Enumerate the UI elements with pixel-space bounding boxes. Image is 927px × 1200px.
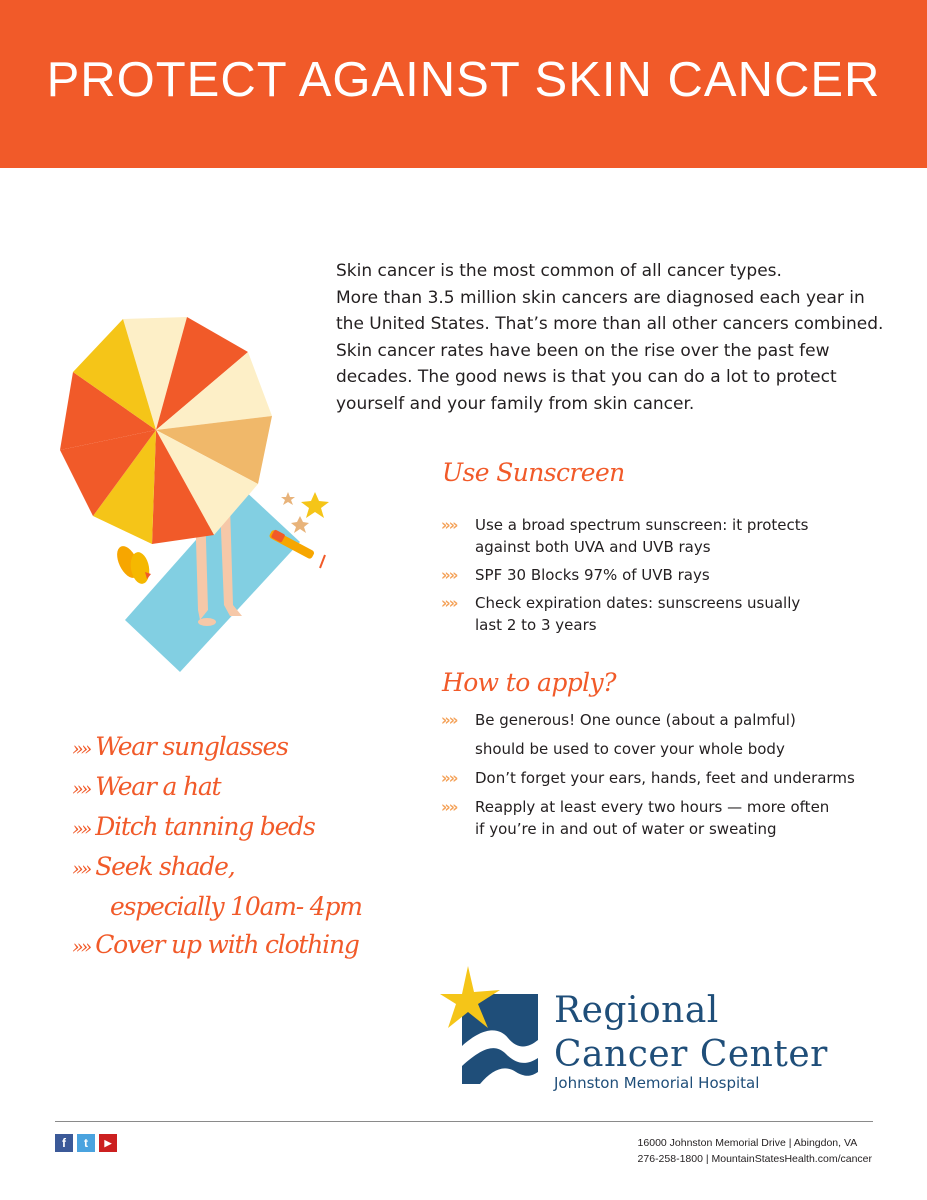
chevron-icon: »» — [72, 778, 90, 800]
logo-line-cancer-center: Cancer Center — [554, 1034, 828, 1075]
social-links — [55, 1134, 117, 1152]
tip-item — [72, 768, 392, 808]
bullet-text: SPF 30 Blocks 97% of UVB rays — [475, 566, 710, 584]
chevron-icon: »» — [72, 738, 90, 760]
intro-line: Skin cancer rates have been on the rise over the past few — [336, 340, 830, 361]
intro-line: More than 3.5 million skin cancers are diagnosed each year in — [336, 287, 865, 308]
chevron-icon: »» — [441, 594, 457, 612]
footer-address: 16000 Johnston Memorial Drive | Abingdon, VA — [637, 1137, 858, 1149]
tip-text: Ditch tanning beds — [95, 812, 315, 841]
chevron-icon: »» — [441, 516, 457, 534]
facebook-icon[interactable]: f — [55, 1134, 73, 1152]
tip-text: Wear a hat — [95, 772, 221, 801]
list-item — [441, 592, 911, 636]
bullet-text: Be generous! One ounce (about a palmful) — [475, 711, 796, 729]
sparkle-stars-icon — [281, 492, 329, 533]
list-item — [441, 706, 911, 764]
sunscreen-list — [441, 514, 911, 636]
intro-line: yourself and your family from skin cancer. — [336, 393, 695, 414]
list-item — [441, 514, 911, 558]
list-item — [441, 796, 911, 840]
list-item — [441, 764, 911, 793]
apply-heading: How to apply? — [442, 668, 616, 697]
footer-divider — [55, 1121, 873, 1122]
logo-line-hospital: Johnston Memorial Hospital — [554, 1074, 760, 1092]
tip-text-continued: especially 10am- 4pm — [110, 892, 362, 921]
chevron-icon: »» — [72, 936, 90, 958]
chevron-icon: »» — [72, 818, 90, 840]
bullet-text: Reapply at least every two hours — more often — [475, 798, 830, 816]
page-title: PROTECT AGAINST SKIN CANCER — [46, 53, 881, 107]
tip-item — [72, 728, 392, 768]
bullet-text: last 2 to 3 years — [475, 616, 597, 634]
bullet-text: Don’t forget your ears, hands, feet and underarms — [475, 769, 855, 787]
tip-item — [72, 926, 392, 966]
tips-list — [72, 728, 392, 966]
bullet-text: Use a broad spectrum sunscreen: it protects — [475, 516, 809, 534]
tip-text: Seek shade, — [95, 852, 235, 881]
list-item — [441, 564, 911, 586]
intro-line: the United States. That’s more than all other cancers combined. — [336, 314, 884, 334]
bullet-text: should be used to cover your whole body — [475, 740, 785, 758]
beach-umbrella-illustration — [30, 300, 350, 690]
intro-line: decades. The good news is that you can do a lot to protect — [336, 367, 837, 387]
intro-line: Skin cancer is the most common of all cancer types. — [336, 261, 782, 281]
chevron-icon: »» — [441, 566, 457, 584]
bullet-text: against both UVA and UVB rays — [475, 538, 711, 556]
logo-line-regional: Regional — [554, 990, 719, 1031]
chevron-icon: »» — [441, 798, 457, 816]
chevron-icon: »» — [72, 858, 90, 880]
bullet-text: if you’re in and out of water or sweating — [475, 820, 777, 838]
flip-flops-icon — [113, 543, 152, 586]
twitter-icon[interactable]: t — [77, 1134, 95, 1152]
chevron-icon: »» — [441, 711, 457, 729]
intro-paragraph — [336, 258, 906, 417]
bullet-text: Check expiration dates: sunscreens usually — [475, 594, 801, 612]
chevron-icon: »» — [441, 769, 457, 787]
youtube-icon[interactable]: ▶ — [99, 1134, 117, 1152]
tip-item — [72, 808, 392, 848]
footer-phone-website[interactable]: 276-258-1800 | MountainStatesHealth.com/cancer — [637, 1153, 872, 1165]
sunscreen-heading: Use Sunscreen — [442, 458, 625, 487]
footer-contact — [638, 1135, 872, 1167]
tip-item — [72, 848, 392, 926]
header-banner — [0, 0, 927, 168]
apply-list — [441, 706, 911, 840]
tip-text: Cover up with clothing — [95, 930, 359, 959]
tip-text: Wear sunglasses — [95, 732, 288, 761]
